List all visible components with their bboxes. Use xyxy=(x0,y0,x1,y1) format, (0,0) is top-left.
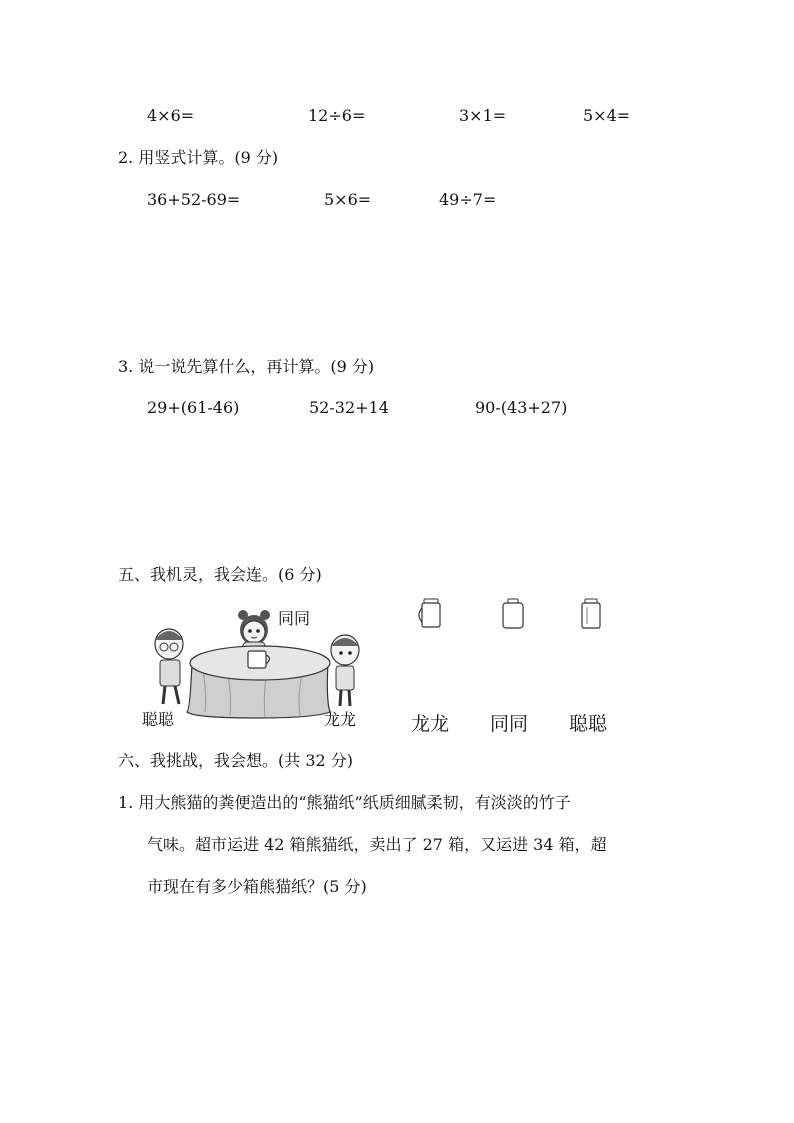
oral-item-2: 12÷6= xyxy=(308,106,366,125)
figure-label-longlong: 龙龙 xyxy=(324,710,357,729)
q2-title: 2. 用竖式计算。(9 分) xyxy=(118,148,279,167)
q3-item-3: 90-(43+27) xyxy=(475,398,568,417)
q2-item-2: 5×6= xyxy=(324,190,372,209)
s5-title: 五、我机灵，我会连。(6 分) xyxy=(118,565,322,584)
jar-icon xyxy=(500,598,526,632)
s6-q1-line-1: 1. 用大熊猫的粪便造出的“熊猫纸”纸质细腻柔韧，有淡淡的竹子 xyxy=(118,793,571,812)
q2-item-1: 36+52-69= xyxy=(147,190,241,209)
boy-with-glasses-icon xyxy=(155,629,183,704)
cup-icon xyxy=(248,651,270,668)
oral-item-4: 5×4= xyxy=(583,106,631,125)
q3-item-1: 29+(61-46) xyxy=(147,398,240,417)
s6-title: 六、我挑战，我会想。(共 32 分) xyxy=(118,751,354,770)
oral-item-1: 4×6= xyxy=(147,106,195,125)
s6-q1-line-2: 气味。超市运进 42 箱熊猫纸，卖出了 27 箱，又运进 34 箱，超 xyxy=(147,835,607,854)
figure-label-congcong: 聪聪 xyxy=(142,710,175,729)
tumbler-icon xyxy=(578,598,604,632)
boy-icon xyxy=(331,635,359,706)
oral-item-3: 3×1= xyxy=(459,106,507,125)
q3-item-2: 52-32+14 xyxy=(309,398,389,417)
q3-title: 3. 说一说先算什么，再计算。(9 分) xyxy=(118,357,375,376)
figure-label-tongtong: 同同 xyxy=(278,609,311,628)
name-longlong: 龙龙 xyxy=(411,713,450,735)
s6-q1-line-3: 市现在有多少箱熊猫纸？(5 分) xyxy=(147,877,367,896)
name-congcong: 聪聪 xyxy=(569,713,608,735)
mug-icon xyxy=(418,598,448,632)
name-tongtong: 同同 xyxy=(490,713,529,735)
q2-item-3: 49÷7= xyxy=(439,190,497,209)
